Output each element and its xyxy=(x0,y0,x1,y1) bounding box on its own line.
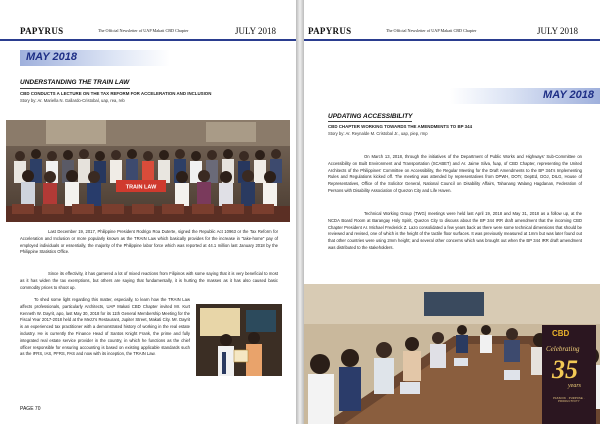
title-underline-right xyxy=(328,121,412,122)
left-page xyxy=(0,0,296,424)
paragraph-1: Last December 19, 2017, Philippine President Rodrigo Roa Duterte, signed the Republic Act 10963 or the Tax Reform for Acceleration and Inclusion or more popularly known as the TRAIN Law which basically provides for the increase in "take-home" pay of employed individuals or essentially, the majority of the Philippine labor force which was reported at 44.1 million last January 2018 by the Philippine Statistics Office. xyxy=(20,229,278,255)
month-banner-right xyxy=(450,88,600,104)
train-law-banner xyxy=(116,180,166,192)
tagline: PASSION · PURPOSE · PRODUCTIVITY xyxy=(553,397,585,403)
brand-name: PAPYRUS xyxy=(20,26,64,36)
banner-text: TRAIN LAW xyxy=(125,184,157,191)
certificate-photo xyxy=(196,304,282,376)
paragraph-3: To shed some light regarding this matter, especially, to learn how the TRAIN Law affects professionals, particularly Architects, UAP Makati CBD Chapter invited Mr. Kurt Kenneth W. Dayrit, apo, last May 30, 2018 for its 11th General Membership Meeting for the Fiscal Year 2017-2018 held at the Mezz's Restaurant, Jupiter Street, Makati City. Mr. Dayrit is an experienced tax practitioner with a demonstrated history of working in the real estate industry. He is currently the Finance Head of Santos Knight Frank, the prime and fully integrated real estate service provider in the country, in which he functions as the chief officer responsible for ensuring accounting is based on existing applicable standards such as the IFRS, IAS, PFRS, PAS and now with its inception, the TRAIN Law. xyxy=(20,297,190,357)
issue-date: JULY 2018 xyxy=(234,26,276,36)
page-number: PAGE 70 xyxy=(20,406,41,412)
article-subtitle-right: CBD CHAPTER WORKING TOWARDS THE AMENDMENTS TO BP 344 xyxy=(328,124,473,129)
paragraph-2: Since its effectivity, it has garnered a lot of mixed reactions from Filipinos with some saying that it is very beneficial to most as it has widen the tax exemptions, but others are saying that fundamentally, it is hurting the masses as it has also caused basic commodity prices to shoot up. xyxy=(20,271,278,290)
article-byline: Story by: Ar. Mariella N. Gallardo-Cristobal, uap, rea, reb xyxy=(20,98,125,103)
page-gutter xyxy=(296,0,304,424)
article-title-right: UPDATING ACCESSIBILITY xyxy=(328,113,413,120)
paragraph-right-2: Technical Working Group (TWG) meetings were held last April 19, 2018 and May 31, 2018 as a follow up, at the NCDA Board Room at Barangay Holy Spirit, Quezon City to discuss about the BP 344 IRR draft amendment that the incoming CBD Chapter President Ar. Michael Frederick Z. Lazo consolidated a few years back as there were some technical dimensions that should be reviewed and revised, one of which is the height of the tactile floor surfaces. It was previously measured at 1mm but was later found out that other countries were using 2mm height; and several other concerns which was brought out when the BP 344 IRR draft amendment was distributed to the stakeholders. xyxy=(328,211,582,250)
month-banner xyxy=(20,50,170,66)
issue-date-right: JULY 2018 xyxy=(536,26,578,36)
group-photo-image xyxy=(6,120,290,222)
right-page xyxy=(304,0,600,424)
cbd-logo: CBD xyxy=(552,329,570,338)
article-byline-right: Story by: Ar. Reynalde M. Cristobal Jr., uap, piep, rmp xyxy=(328,131,428,136)
celebrating-text: Celebrating xyxy=(546,345,580,353)
header-rule xyxy=(0,39,296,41)
paragraph-right-1: On March 13, 2018, through the initiatives of the Department of Public Works and Highways' Sub-Committee on Accessibility on Built Environment and Transportation (SCABET) and Ar. Jaime Silva, fuap, of CBD Chapter, representing the United Architects of the Philippines' Committee on Accessibility, the Regular Meeting for the Draft Amendments to the BP 344's Implementing Rules and Regulations kicked off. The meeting was attended by representatives from DPWH, DOTr, DepEd, DOJ, DILG, House of Representatives, Office of the Solicitor General, National Council on Disability Affairs, Tahanang Walang Hagdanan, Federation of Persons with Disability Association of Quezon City and Life Haven. xyxy=(328,154,582,193)
certificate-photo-image xyxy=(196,304,282,376)
newsletter-subtitle: The Official Newsletter of UAP Makati CBD Chapter xyxy=(98,28,189,33)
newsletter-subtitle-right: The Official Newsletter of UAP Makati CBD Chapter xyxy=(386,28,477,33)
page-header xyxy=(0,26,296,40)
group-photo xyxy=(6,120,290,222)
page-header-right xyxy=(304,26,600,40)
article-title: UNDERSTANDING THE TRAIN LAW xyxy=(20,79,130,86)
article-subtitle: CBD CONDUCTS A LECTURE ON THE TAX REFORM FOR ACCELERATION AND INCLUSION xyxy=(20,91,212,96)
brand-name-right: PAPYRUS xyxy=(308,26,352,36)
month-label: MAY 2018 xyxy=(26,51,77,63)
month-label-right: MAY 2018 xyxy=(543,89,594,101)
anniversary-badge xyxy=(542,325,596,424)
years-text: years xyxy=(568,383,581,389)
anniversary-number: 35 xyxy=(552,355,578,384)
title-underline xyxy=(20,88,130,89)
header-rule-right xyxy=(304,39,600,41)
